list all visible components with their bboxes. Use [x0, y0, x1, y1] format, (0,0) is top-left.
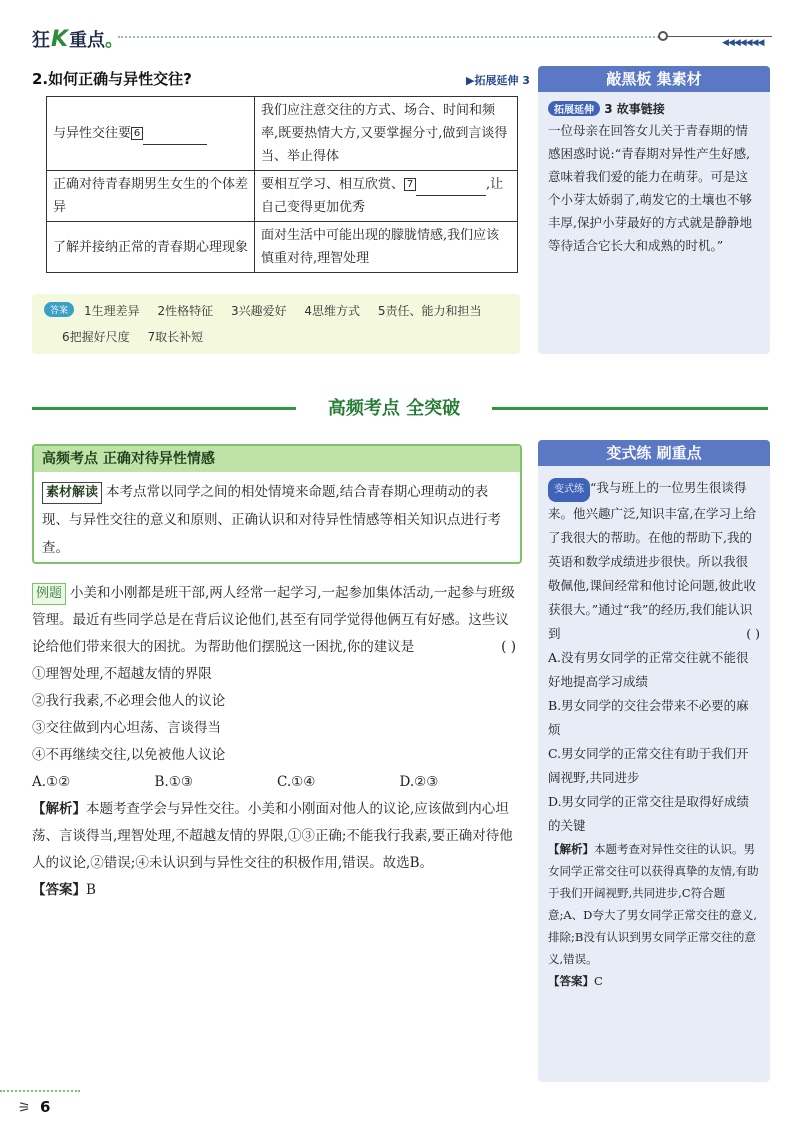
header-divider-right — [668, 36, 772, 37]
practice-stem-text: “我与班上的一位男生很谈得来。他兴趣广泛,知识丰富,在学习上给了我很大的帮助。在他的帮助下,我的英语和数学成绩进步很快。所以我很敬佩他,课间经常和他讨论问题,彼此收获很大。”通过“我”的经历,我们能认识到 — [548, 480, 756, 641]
blank-number: 6 — [131, 127, 143, 140]
blank-line — [143, 131, 207, 145]
example-paren: ( ) — [501, 639, 516, 655]
answer-badge: 答案 — [44, 302, 74, 317]
option-item: ②我行我素,不必理会他人的议论 — [32, 693, 226, 709]
answer-row-1 — [84, 302, 496, 319]
answer-item: 4思维方式 — [304, 304, 361, 318]
sidebar-header: 变式练 刷重点 — [538, 440, 770, 466]
section-title: 2.如何正确与异性交往? — [32, 70, 192, 88]
page-marker-icon: ⚞ — [18, 1100, 31, 1116]
answer-item: 5责任、能力和担当 — [377, 304, 482, 318]
practice-answer — [548, 970, 760, 992]
practice-badge: 变式练 — [548, 478, 590, 502]
cell-text: 与异性交往要 — [53, 126, 132, 141]
example-block — [32, 580, 522, 904]
analysis-text: 本题考查对异性交往的认识。男女同学正常交往可以获得真挚的友情,有助于我们开阔视野,共同进步,C符合题意;A、D夸大了男女同学正常交往的意义,排除;B没有认识到男女同学正常交往的意义,错误。 — [548, 842, 759, 966]
header-arrows-icon: ◀◀◀◀◀◀◀ — [722, 38, 764, 48]
sidebar-tag-row — [548, 100, 760, 117]
cell-text: ,让自己变得更加优秀 — [261, 177, 504, 215]
blank-line — [416, 182, 486, 196]
header-circle-icon — [658, 31, 668, 41]
option-item: ①理智处理,不超越友情的界限 — [32, 666, 212, 682]
answer-row-2 — [62, 328, 217, 345]
example-stem-row — [32, 580, 522, 661]
footer-line — [0, 1090, 80, 1092]
table-row — [47, 97, 518, 171]
hf-header: 高频考点 正确对待异性情感 — [34, 446, 520, 472]
choice-item: A.①② — [32, 774, 71, 790]
practice-paren: ( ) — [746, 626, 760, 641]
analysis-tag: 【解析】 — [548, 842, 594, 856]
table-cell: 了解并接纳正常的青春期心理现象 — [47, 222, 255, 273]
analysis-tag: 【解析】 — [32, 801, 86, 817]
choice-row — [32, 769, 522, 796]
sidebar-note-box — [538, 66, 770, 354]
answer-item: 3兴趣爱好 — [230, 304, 287, 318]
cell-text: 要相互学习、相互欣赏、 — [261, 177, 405, 192]
answer-item: 7取长补短 — [147, 330, 204, 344]
analysis-block — [32, 796, 522, 877]
extension-tag: ▶拓展延伸 3 — [466, 74, 530, 87]
practice-option: A.没有男女同学的正常交往就不能很好地提高学习成绩 — [548, 650, 749, 689]
extension-badge: 拓展延伸 — [548, 101, 600, 116]
option-item: ④不再继续交往,以免被他人议论 — [32, 747, 226, 763]
material-tag: 素材解读 — [42, 482, 102, 504]
knowledge-table — [46, 96, 518, 273]
practice-option: D.男女同学的正常交往是取得好成绩的关键 — [548, 794, 750, 833]
analysis-text: 本题考查学会与异性交往。小美和小刚面对他人的议论,应该做到内心坦荡、言谈得当,理智处理,不超越友情的界限,①③正确;不能我行我素,要正确对待他人的议论,②错误;④未认识到与异性交往的积极作用,错误。故选B。 — [32, 801, 513, 871]
banner-title: 高频考点 全突破 — [296, 394, 492, 424]
choice-item: B.①③ — [154, 774, 193, 790]
hf-body — [34, 472, 520, 568]
answer-item: 6把握好尺度 — [62, 330, 130, 344]
sidebar-tag-suffix: 3 故事链接 — [604, 102, 665, 116]
example-tag: 例题 — [32, 583, 66, 605]
sidebar-story-text: 一位母亲在回答女儿关于青春期的情感困惑时说:“青春期对异性产生好感,意味着我们爱的能力在萌芽。可是这个小芽太娇弱了,萌发它的土壤也不够丰厚,保护小芽最好的方式就是静静地等待适合它长大和成熟的时机。” — [548, 123, 752, 253]
answer-item: 2性格特征 — [157, 304, 214, 318]
table-cell — [47, 97, 255, 171]
table-cell — [255, 171, 518, 222]
practice-analysis — [548, 838, 760, 970]
answer-line — [32, 877, 522, 904]
answer-tag: 【答案】 — [32, 882, 86, 898]
practice-option: C.男女同学的正常交往有助于我们开阔视野,共同进步 — [548, 746, 749, 785]
high-frequency-box — [32, 444, 522, 564]
brand-pre: 狂 — [32, 30, 50, 51]
table-cell: 我们应注意交往的方式、场合、时间和频率,既要热情大方,又要掌握分寸,做到言谈得当、举止得体 — [255, 97, 518, 171]
hf-text: 本考点常以同学之间的相处情境来命题,结合青春期心理萌动的表现、与异性交往的意义和原则、正确认识和对待异性情感等相关知识点进行考查。 — [42, 484, 501, 556]
brand-k: K — [51, 27, 69, 52]
choice-item: C.①④ — [277, 774, 316, 790]
sidebar-header: 敲黑板 集素材 — [538, 66, 770, 92]
answer-value: B — [86, 882, 96, 898]
brand-post: 重点 — [69, 30, 106, 51]
brand-logo: 狂 K 重点 。 — [32, 27, 124, 52]
answer-item: 1生理差异 — [84, 304, 140, 318]
answer-value: C — [594, 974, 603, 988]
table-cell: 面对生活中可能出现的朦胧情感,我们应该慎重对待,理智处理 — [255, 222, 518, 273]
page-number: 6 — [40, 1098, 51, 1116]
sidebar-practice-box — [538, 440, 770, 1082]
choice-item: D.②③ — [399, 774, 439, 790]
practice-stem — [548, 476, 760, 646]
example-stem: 小美和小刚都是班干部,两人经常一起学习,一起参加集体活动,一起参与班级管理。最近有些同学总是在背后议论他们,甚至有同学觉得他俩互有好感。这些议论给他们带来很大的困扰。为帮助他们摆脱这一困扰,你的建议是 — [32, 585, 515, 655]
table-row — [47, 222, 518, 273]
blank-number: 7 — [404, 178, 416, 191]
answer-tag: 【答案】 — [548, 974, 594, 988]
practice-option: B.男女同学的交往会带来不必要的麻烦 — [548, 698, 749, 737]
table-row — [47, 171, 518, 222]
table-cell: 正确对待青春期男生女生的个体差异 — [47, 171, 255, 222]
option-item: ③交往做到内心坦荡、言谈得当 — [32, 720, 221, 736]
header-divider — [118, 36, 666, 38]
